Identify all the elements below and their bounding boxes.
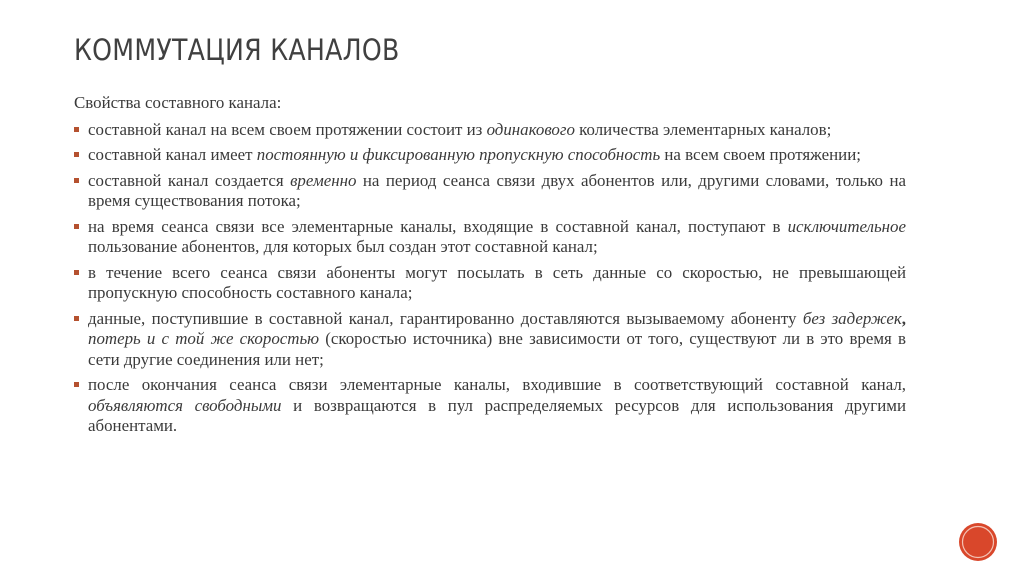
square-bullet-icon — [74, 127, 79, 132]
list-item-text: потерь и с той же скоростью — [88, 329, 320, 348]
list-item-text: и возвращаются в пул распределяемых ресурсов для использования другими абонентами. — [88, 395, 906, 435]
list-item — [74, 120, 906, 141]
list-item-text: исключительное — [787, 216, 906, 236]
list-item-text: объявляются свободными — [88, 395, 282, 415]
list-item — [74, 263, 906, 304]
list-item-text: без задержек — [802, 308, 902, 328]
list-item — [74, 171, 906, 212]
list-item-text: на период сеанса связи двух абонентов или, другими словами, только на время существования потока; — [88, 170, 906, 210]
intro-text: Свойства составного канала: — [74, 93, 282, 112]
list-item-text: после окончания сеанса связи элементарные каналы, входившие в соответствующий составной канал, — [88, 375, 906, 394]
slide-title: КОММУТАЦИЯ КАНАЛОВ — [74, 33, 400, 67]
list-item-text: на время сеанса связи все элементарные каналы, входящие в составной канал, поступают в — [88, 216, 788, 236]
list-item-text: данные, поступившие в составной канал, гарантированно доставляются вызываемому абоненту — [88, 308, 803, 328]
list-item-text: одинакового — [486, 119, 575, 139]
list-item — [74, 375, 906, 437]
list-item-text: , — [901, 308, 906, 328]
square-bullet-icon — [74, 382, 79, 387]
list-item-text: составной канал имеет — [88, 145, 257, 164]
list-item-text: составной канал на всем своем протяжении состоит из — [88, 119, 487, 139]
slide-content — [74, 93, 906, 442]
square-bullet-icon — [74, 224, 79, 229]
square-bullet-icon — [74, 178, 79, 183]
list-item-text: составной канал создается — [88, 170, 291, 190]
list-item — [74, 309, 906, 371]
square-bullet-icon — [74, 152, 79, 157]
square-bullet-icon — [74, 270, 79, 275]
list-item-text: количества элементарных каналов; — [574, 119, 832, 139]
list-item-text: пользование абонентов, для которых был создан этот составной канал; — [88, 237, 598, 256]
list-item-text: (скоростью источника) вне зависимости от того, существуют ли в это время в сети другие соединения или нет; — [88, 329, 906, 369]
circle-logo-icon — [958, 522, 998, 562]
square-bullet-icon — [74, 316, 79, 321]
properties-list — [74, 120, 906, 437]
list-item-text: на всем своем протяжении; — [660, 145, 861, 164]
list-item — [74, 217, 906, 258]
list-item — [74, 145, 906, 166]
list-item-text: временно — [290, 170, 357, 190]
list-item-text: постоянную и фиксированную пропускную способность — [256, 145, 661, 164]
list-item-text: в течение всего сеанса связи абоненты могут посылать в сеть данные со скоростью, не превышающей пропускную способность составного канала; — [88, 262, 906, 302]
